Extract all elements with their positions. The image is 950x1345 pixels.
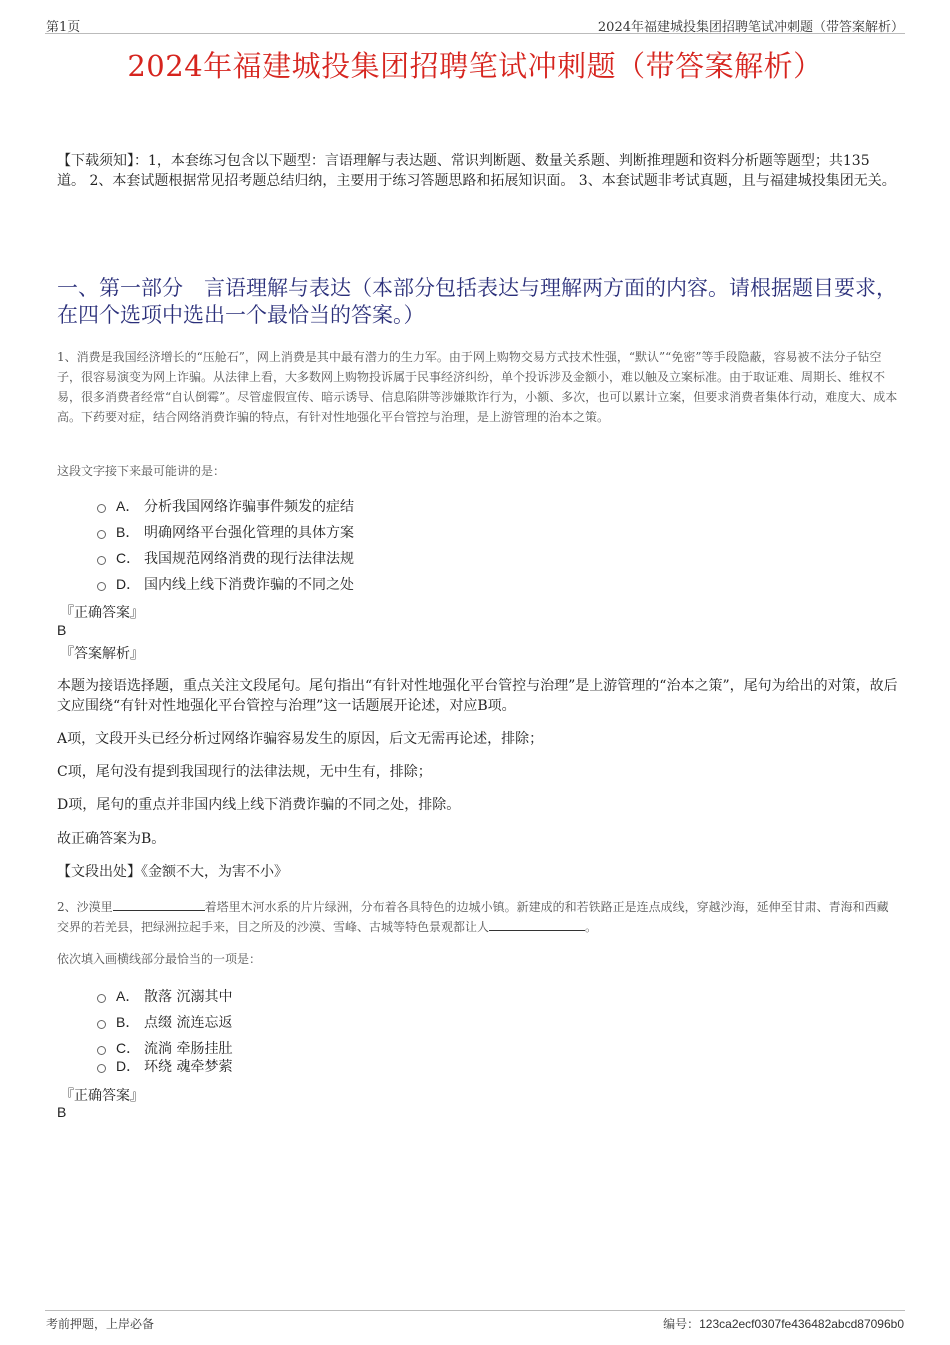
- q1-answer: B: [57, 622, 67, 638]
- q2-option-d[interactable]: D． 环绕 魂牵梦萦: [97, 1056, 232, 1076]
- section-heading: 一、第一部分 言语理解与表达（本部分包括表达与理解两方面的内容。请根据题目要求，在四个选项中选出一个最恰当的答案。）: [57, 276, 897, 327]
- q1-analysis-option-d: D项，尾句的重点并非国内线上线下消费诈骗的不同之处，排除。: [57, 797, 461, 813]
- radio-icon[interactable]: [97, 530, 106, 539]
- header-divider: [45, 33, 905, 34]
- footer-divider: [45, 1310, 905, 1311]
- q2-stem: 2、沙漠里 着塔里木河水系的片片绿洲，分布着各具特色的边城小镇。新建成的和若铁路正是连点成线，穿越沙海，延伸至甘肃、青海和西藏交界的若羌县，把绿洲拉起手来，目之所及的沙漠、雪峰、古城等特色景观都让人 。: [57, 900, 889, 934]
- q2-option-a[interactable]: A． 散落 沉溺其中: [97, 986, 232, 1006]
- q1-analysis-option-c: C项，尾句没有提到我国现行的法律法规，无中生有，排除；: [57, 764, 432, 780]
- q1-option-b[interactable]: B． 明确网络平台强化管理的具体方案: [97, 522, 354, 542]
- footer-slogan: 考前押题，上岸必备: [46, 1317, 155, 1331]
- q1-option-d[interactable]: D． 国内线上线下消费诈骗的不同之处: [97, 574, 354, 594]
- q2-option-b[interactable]: B． 点缀 流连忘返: [97, 1012, 232, 1032]
- q1-analysis-para: 本题为接语选择题，重点关注文段尾句。尾句指出“有针对性地强化平台管控与治理”是上游管理的“治本之策”，尾句为给出的对策，故后文应围绕“有针对性地强化平台管控与治理”这一话题展开论述，对应B项。: [57, 678, 898, 714]
- document-title: 2024年福建城投集团招聘笔试冲刺题（带答案解析）: [127, 49, 823, 83]
- q2-option-c[interactable]: C． 流淌 牵肠挂肚: [97, 1038, 232, 1058]
- running-title: 2024年福建城投集团招聘笔试冲刺题（带答案解析）: [597, 20, 904, 35]
- footer-code: 编号：123ca2ecf0307fe436482abcd87096b0: [663, 1317, 904, 1331]
- q2-answer: B: [57, 1104, 67, 1120]
- q1-source: 【文段出处】《金额不大，为害不小》: [57, 864, 288, 880]
- q1-conclusion: 故正确答案为B。: [57, 831, 166, 847]
- fill-blank-2: [489, 918, 585, 931]
- q1-answer-label: 『正确答案』: [60, 605, 144, 621]
- radio-icon[interactable]: [97, 582, 106, 591]
- radio-icon[interactable]: [97, 556, 106, 565]
- q1-prompt: 这段文字接下来最可能讲的是：: [57, 464, 226, 478]
- page-number: 第1页: [46, 20, 81, 35]
- q1-stem: 1、消费是我国经济增长的“压舱石”，网上消费是其中最有潜力的生力军。由于网上购物交易方式技术性强，“默认”“免密”等手段隐蔽，容易被不法分子钻空子，很容易演变为网上诈骗。从法律上看，大多数网上购物投诉属于民事经济纠纷，单个投诉涉及金额小，难以触及立案标准。由于取证难、周期长、维权不易，很多消费者经常“自认倒霉”。尽管虚假宣传、暗示诱导、信息陷阱等涉嫌欺诈行为，小额、多次，也可以累计立案，但要求消费者集体行动，难度大、成本高。下药要对症，结合网络消费诈骗的特点，有针对性地强化平台管控与治理，是上游管理的治本之策。: [57, 350, 898, 424]
- q1-analysis-label: 『答案解析』: [60, 646, 144, 662]
- q1-option-a[interactable]: A． 分析我国网络诈骗事件频发的症结: [97, 496, 354, 516]
- download-notice: 【下载须知】：1，本套练习包含以下题型：言语理解与表达题、常识判断题、数量关系题、判断推理题和资料分析题等题型；共135道。 2、本套试题根据常见招考题总结归纳，主要用于练习答题思路和拓展知识面。 3、本套试题非考试真题，且与福建城投集团无关。: [57, 153, 896, 189]
- radio-icon[interactable]: [97, 1064, 106, 1073]
- radio-icon[interactable]: [97, 1020, 106, 1029]
- q1-analysis-option-a: A项，文段开头已经分析过网络诈骗容易发生的原因，后文无需再论述，排除；: [57, 731, 544, 747]
- q1-option-c[interactable]: C． 我国规范网络消费的现行法律法规: [97, 548, 354, 568]
- radio-icon[interactable]: [97, 1046, 106, 1055]
- q2-answer-label: 『正确答案』: [60, 1088, 144, 1104]
- radio-icon[interactable]: [97, 504, 106, 513]
- q2-prompt: 依次填入画横线部分最恰当的一项是：: [57, 952, 262, 966]
- radio-icon[interactable]: [97, 994, 106, 1003]
- fill-blank-1: [113, 898, 205, 911]
